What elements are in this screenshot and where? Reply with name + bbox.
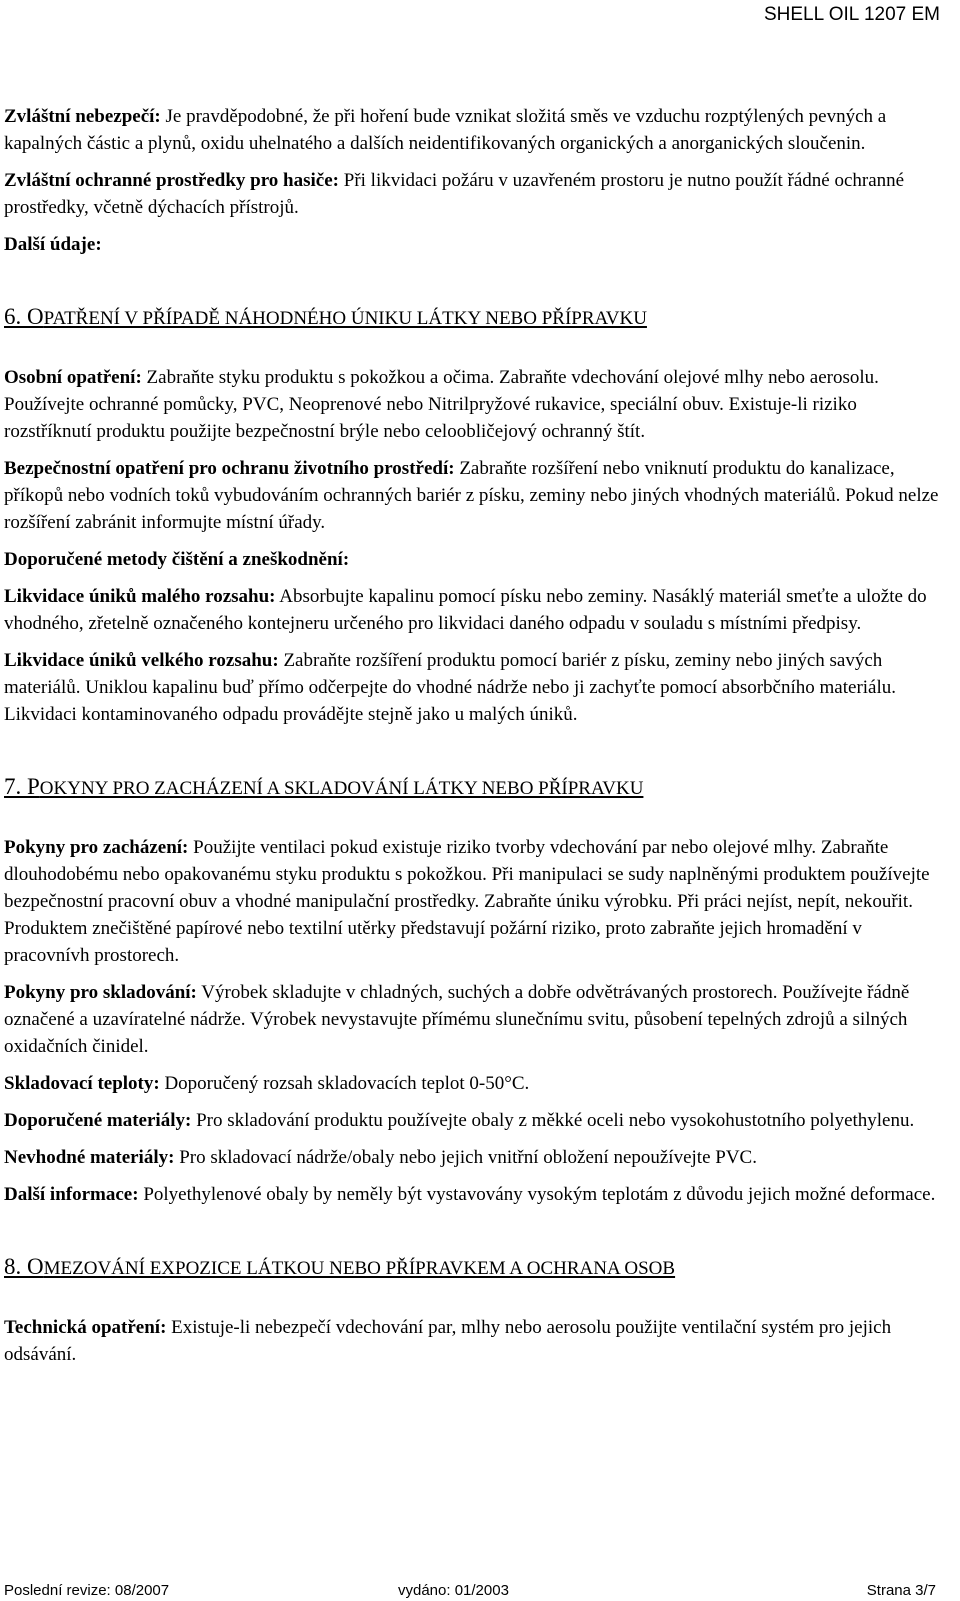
storage-paragraph (4, 979, 949, 1060)
storage-text: Výrobek skladujte v chladných, suchých a dobře odvětrávaných prostorech. Používejte řádně označené a uzavíratelné nádrže. Výrobek nevystavujte přímému slunečnímu svitu, působení tepelných zdrojů a silných oxidačních činidel. (4, 982, 910, 1057)
handling-paragraph (4, 834, 949, 969)
firefighter-equipment-label: Zvláštní ochranné prostředky pro hasiče: (4, 170, 339, 191)
technical-measures-label: Technická opatření: (4, 1317, 167, 1338)
small-spill-paragraph (4, 583, 949, 637)
document-body (4, 103, 949, 1378)
firefighter-equipment-paragraph (4, 167, 949, 221)
section-8-title: 8. OMEZOVÁNÍ EXPOZICE LÁTKOU NEBO PŘÍPRAVKEM A OCHRANA OSOB (4, 1254, 676, 1279)
firefighter-equipment-text: Při likvidaci požáru v uzavřeném prostoru je nutno použít řádné ochranné prostředky, včetně dýchacích přístrojů. (4, 170, 905, 218)
unsuitable-materials-paragraph (4, 1144, 949, 1171)
footer-page-number: Strana 3/7 (866, 1582, 936, 1599)
footer-revision: Poslední revize: 08/2007 (4, 1582, 170, 1599)
storage-temperature-label: Skladovací teploty: (4, 1073, 160, 1094)
storage-temperature-paragraph (4, 1070, 949, 1097)
recommended-materials-label: Doporučené materiály: (4, 1110, 192, 1131)
large-spill-paragraph (4, 647, 949, 728)
environmental-precautions-paragraph (4, 455, 949, 536)
recommended-materials-paragraph (4, 1107, 949, 1134)
section-6-number: 6. (4, 304, 27, 329)
personal-precautions-label: Osobní opatření: (4, 367, 142, 388)
section-7-title: 7. POKYNY PRO ZACHÁZENÍ A SKLADOVÁNÍ LÁTKY NEBO PŘÍPRAVKU (4, 774, 644, 799)
environmental-precautions-text: Zabraňte rozšíření nebo vniknutí produktu do kanalizace, příkopů nebo vodních toků vybudováním ochranných bariér z písku, zeminy nebo jiných vhodných materiálů. Pokud nelze rozšíření zabránit informujte místní úřady. (4, 458, 939, 533)
large-spill-text: Zabraňte rozšíření produktu pomocí bariér z písku, zeminy nebo jiných savých materiálů. Uniklou kapalinu buď přímo odčerpejte do vhodné nádrže nebo ji zachyťte pomocí absorbčního materiálu. Likvidaci kontaminovaného odpadu provádějte stejně jako u malých úniků. (4, 650, 897, 725)
special-hazards-label: Zvláštní nebezpečí: (4, 106, 161, 127)
technical-measures-paragraph (4, 1314, 949, 1368)
further-info-heading: Další údaje: (4, 234, 102, 255)
additional-information-label: Další informace: (4, 1184, 139, 1205)
recommended-materials-text: Pro skladování produktu používejte obaly z měkké oceli nebo vysokohustotního polyethylenu. (191, 1110, 915, 1131)
technical-measures-text: Existuje-li nebezpečí vdechování par, mlhy nebo aerosolu použijte ventilační systém pro jejich odsávání. (4, 1317, 892, 1365)
personal-precautions-text: Zabraňte styku produktu s pokožkou a očima. Zabraňte vdechování olejové mlhy nebo aerosolu. Používejte ochranné pomůcky, PVC, Neoprenové nebo Nitrilpryžové rukavice, speciální obuv. Existuje-li riziko rozstříknutí produktu použijte bezpečnostní brýle nebo celoobličejový ochranný štít. (4, 367, 879, 442)
special-hazards-text: Je pravděpodobné, že při hoření bude vznikat složitá směs ve vzduchu rozptýlených pevných a kapalných částic a plynů, oxidu uhelnatého a dalších neidentifikovaných organických a anorganických sloučenin. (4, 106, 887, 154)
special-hazards-paragraph (4, 103, 949, 157)
section-8-number: 8. (4, 1254, 27, 1279)
storage-temperature-text: Doporučený rozsah skladovacích teplot 0-50°C. (159, 1073, 530, 1094)
handling-text: Použijte ventilaci pokud existuje riziko tvorby vdechování par nebo olejové mlhy. Zabraňte dlouhodobému nebo opakovanému styku produktu s pokožkou. Při manipulaci se sudy naplněnými produktem používejte bezpečnostní pracovní obuv a vhodné manipulační prostředky. Zabraňte úniku výrobku. Při práci nejíst, nepít, nekouřit. Produktem znečištěné papírové nebo textilní utěrky představují požární riziko, proto zabraňte jejich hromadění v pracovnívh prostorech. (4, 837, 930, 966)
storage-label: Pokyny pro skladování: (4, 982, 197, 1003)
small-spill-text: Absorbujte kapalinu pomocí písku nebo zeminy. Nasáklý materiál smeťte a uložte do vhodného, zřetelně označeného kontejneru určeného pro likvidaci daného odpadu v souladu s místními předpisy. (4, 586, 927, 634)
environmental-precautions-label: Bezpečnostní opatření pro ochranu životního prostředí: (4, 458, 455, 479)
additional-information-text: Polyethylenové obaly by neměly být vystavovány vysokým teplotám z důvodu jejich možné deformace. (138, 1184, 936, 1205)
footer-issued: vydáno: 01/2003 (398, 1582, 509, 1599)
personal-precautions-paragraph (4, 364, 949, 445)
section-6-title: 6. OPATŘENÍ V PŘÍPADĚ NÁHODNÉHO ÚNIKU LÁTKY NEBO PŘÍPRAVKU (4, 304, 647, 329)
small-spill-label: Likvidace úniků malého rozsahu: (4, 586, 276, 607)
section-7-number: 7. (4, 774, 27, 799)
cleanup-methods-heading: Doporučené metody čištění a zneškodnění: (4, 549, 350, 570)
unsuitable-materials-label: Nevhodné materiály: (4, 1147, 175, 1168)
unsuitable-materials-text: Pro skladovací nádrže/obaly nebo jejich vnitřní obložení nepoužívejte PVC. (174, 1147, 757, 1168)
large-spill-label: Likvidace úniků velkého rozsahu: (4, 650, 279, 671)
additional-information-paragraph (4, 1181, 949, 1208)
page-header-title: SHELL OIL 1207 EM (763, 4, 940, 25)
handling-label: Pokyny pro zacházení: (4, 837, 189, 858)
